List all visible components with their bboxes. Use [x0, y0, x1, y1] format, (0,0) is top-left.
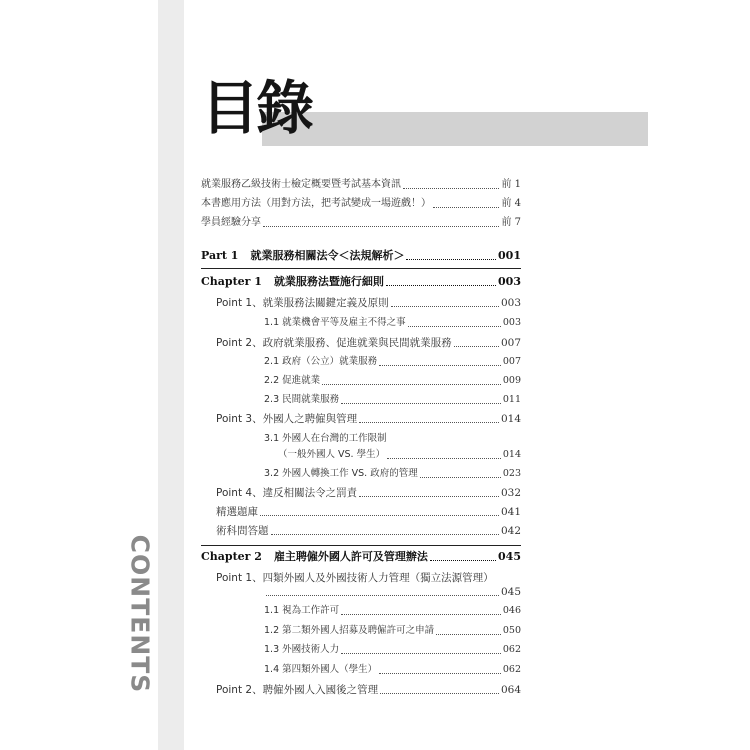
leader-dots: [406, 259, 496, 260]
leader-dots: [380, 693, 499, 694]
toc-entry-label: 術科問答題: [216, 525, 269, 537]
toc-entry-label: 1.2 第二類外國人招募及聘僱許可之申請: [264, 625, 435, 636]
toc-entry-page: 007: [502, 356, 521, 367]
leader-dots: [260, 515, 499, 516]
toc-ch1-3-1[interactable]: [278, 448, 521, 462]
toc-entry-book-usage[interactable]: [201, 197, 521, 211]
toc-entry-page: 003: [500, 297, 521, 309]
toc-entry-label: Point 2、政府就業服務、促進就業與民間就業服務: [216, 337, 452, 349]
page-title: 目錄: [201, 74, 312, 142]
toc-ch2-1-4[interactable]: [264, 663, 521, 677]
toc-ch2-1-3[interactable]: [264, 643, 521, 657]
toc-entry-page: 032: [500, 487, 521, 499]
leader-dots: [359, 422, 499, 423]
toc-ch1-3-2[interactable]: [264, 467, 521, 481]
toc-entry-page: 003: [502, 317, 521, 328]
toc-entry-label: 就業服務乙級技術士檢定概要暨考試基本資訊: [201, 179, 401, 190]
chapter-page: 003: [498, 275, 521, 288]
toc-ch2-1-1[interactable]: [264, 604, 521, 618]
toc-part-1[interactable]: [201, 249, 521, 263]
toc-ch1-exam-bank[interactable]: [216, 505, 521, 519]
toc-entry-student-experience[interactable]: [201, 216, 521, 230]
toc-entry-label: Point 3、外國人之聘僱與管理: [216, 413, 358, 425]
part-label: Part 1: [201, 249, 239, 262]
toc-ch1-practical-qa[interactable]: [216, 524, 521, 538]
toc-ch1-point-2[interactable]: [216, 336, 521, 350]
toc-entry-label: 3.2 外國人轉換工作 VS. 政府的管理: [264, 468, 418, 479]
leader-dots: [359, 496, 499, 497]
toc-entry-label: 1.1 就業機會平等及雇主不得之事: [264, 317, 406, 328]
leader-dots: [454, 346, 499, 347]
chapter-label: Chapter 1: [201, 275, 262, 288]
chapter-label: Chapter 2: [201, 550, 262, 563]
leader-dots: [391, 306, 499, 307]
toc-entry-label: Point 2、聘僱外國人入國後之管理: [216, 684, 379, 696]
contents-vertical-label: CONTENTS: [125, 534, 155, 694]
toc-ch1-2-1[interactable]: [264, 355, 521, 369]
toc-ch2-point-1[interactable]: [264, 585, 521, 599]
toc-entry-page: 064: [500, 684, 521, 696]
toc-ch1-point-4[interactable]: [216, 486, 521, 500]
toc-entry-page: 前 7: [501, 217, 521, 228]
leader-dots: [263, 226, 499, 227]
part-title: 就業服務相關法令＜法規解析＞: [250, 249, 405, 262]
leader-dots: [379, 673, 501, 674]
leader-dots: [266, 595, 499, 596]
toc-entry-page: 050: [502, 625, 521, 636]
toc-ch1-point-3[interactable]: [216, 412, 521, 426]
toc-ch1-1-1[interactable]: [264, 316, 521, 330]
toc-entry-label: 2.2 促進就業: [264, 375, 321, 386]
toc-entry-page: 009: [502, 375, 521, 386]
toc-entry-label: 1.4 第四類外國人（學生）: [264, 664, 378, 675]
toc-ch2-point-2[interactable]: [216, 683, 521, 697]
chapter-page: 045: [498, 550, 521, 563]
leader-dots: [386, 285, 496, 286]
leader-dots: [341, 614, 501, 615]
toc-chapter-1[interactable]: [201, 275, 521, 289]
toc-entry-page: 014: [502, 449, 521, 460]
toc-entry-page: 062: [502, 664, 521, 675]
leader-dots: [436, 634, 501, 635]
toc-entry-exam-info[interactable]: [201, 178, 521, 192]
toc-ch1-2-2[interactable]: [264, 374, 521, 388]
leader-dots: [408, 326, 501, 327]
leader-dots: [403, 188, 499, 189]
toc-entry-page: 014: [500, 413, 521, 425]
toc-ch2-1-2[interactable]: [264, 624, 521, 638]
leader-dots: [433, 207, 499, 208]
leader-dots: [322, 384, 501, 385]
toc-entry-page: 046: [502, 605, 521, 616]
part-page: 001: [498, 249, 521, 262]
chapter-divider: [201, 545, 521, 546]
chapter-title: 就業服務法暨施行細則: [273, 275, 384, 288]
toc-entry-page: 前 4: [501, 198, 521, 209]
toc-entry-label: 2.3 民間就業服務: [264, 394, 340, 405]
toc-entry-label: 精選題庫: [216, 506, 258, 518]
toc-entry-label: 2.1 政府（公立）就業服務: [264, 356, 378, 367]
toc-entry-page: 011: [502, 394, 521, 405]
chapter-title: 雇主聘僱外國人許可及管理辦法: [273, 550, 428, 563]
leader-dots: [379, 365, 501, 366]
leader-dots: [430, 560, 496, 561]
leader-dots: [341, 403, 501, 404]
toc-entry-label: 學員經驗分享: [201, 217, 261, 228]
toc-entry-page: 前 1: [501, 179, 521, 190]
toc-ch2-point-1-title[interactable]: Point 1、四類外國人及外國技術人力管理（獨立法源管理）: [216, 572, 494, 584]
toc-entry-page: 042: [500, 525, 521, 537]
toc-entry-label: Point 1、就業服務法關鍵定義及原則: [216, 297, 389, 309]
leader-dots: [271, 534, 499, 535]
toc-entry-label: 1.3 外國技術人力: [264, 644, 340, 655]
leader-dots: [420, 477, 501, 478]
toc-entry-page: 062: [502, 644, 521, 655]
toc-entry-label: Point 4、違反相關法令之罰責: [216, 487, 358, 499]
toc-entry-page: 007: [500, 337, 521, 349]
toc-chapter-2[interactable]: [201, 550, 521, 564]
toc-ch1-2-3[interactable]: [264, 393, 521, 407]
toc-entry-label: 本書應用方法（用對方法，把考試變成一場遊戲！）: [201, 198, 431, 209]
toc-entry-label: （一般外國人 VS. 學生）: [278, 449, 386, 460]
toc-ch1-3-1-title[interactable]: 3.1 外國人在台灣的工作限制: [264, 433, 387, 444]
toc-entry-page: 045: [500, 586, 521, 598]
leader-dots: [387, 458, 501, 459]
toc-entry-page: 023: [502, 468, 521, 479]
toc-entry-page: 041: [500, 506, 521, 518]
toc-entry-label: 1.1 視為工作許可: [264, 605, 340, 616]
leader-dots: [341, 653, 501, 654]
toc-ch1-point-1[interactable]: [216, 296, 521, 310]
part-divider: [201, 268, 521, 269]
